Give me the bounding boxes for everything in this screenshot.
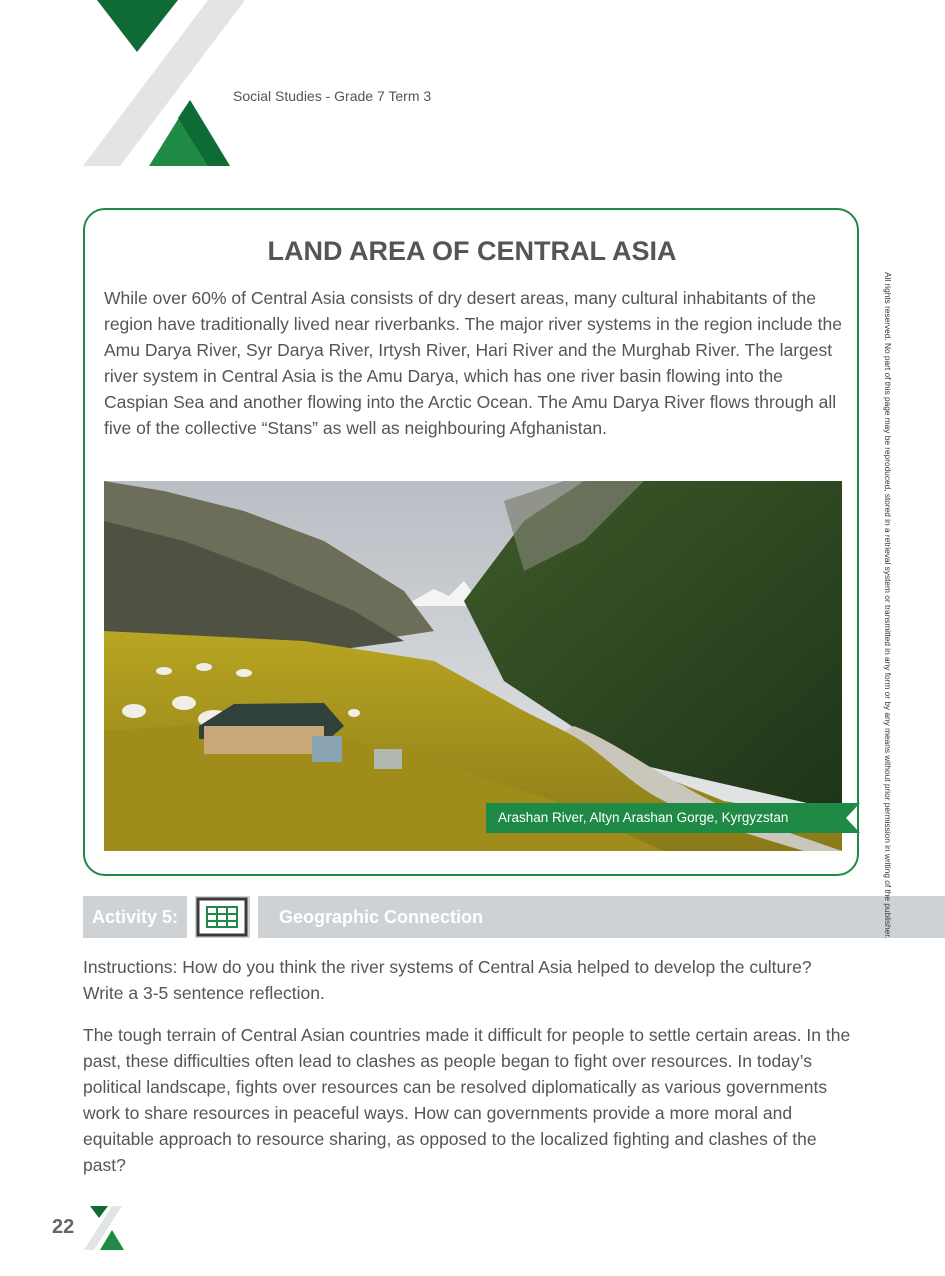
header-subtitle: Social Studies - Grade 7 Term 3 [233,88,432,104]
copyright-notice-text: All rights reserved. No part of this page may be reproduced, stored in a retrieval system or transmitted in any form or by any means without prior permission in writing of the publisher. [883,272,893,939]
body-paragraph: The tough terrain of Central Asian countries made it difficult for people to settle certain areas. In the past, these difficulties often lead to clashes as people began to fight over resources. In today’s political landscape, fights over resources can be resolved diplomatically as various governments work to share resources in peaceful ways. How can governments provide a more moral and equitable approach to resource sharing, as opposed to the localized fighting and clashes of the past? [83,1025,851,1175]
publisher-logo [80,0,250,170]
activity-heading: Geographic Connection [258,896,945,938]
section-text: While over 60% of Central Asia consists of dry desert areas, many cultural inhabitants of the region have traditionally lived near riverbanks. The major river systems in the region include the Amu Darya River, Syr Darya River, Irtysh River, Hari River and the Murghab River. The largest river system in Central Asia is the Amu Darya, which has one river basin flowing into the Caspian Sea and another flowing into the Arctic Ocean. The Amu Darya River flows through all five of the collective “Stans” as well as neighbouring Afghanistan. [104,288,842,438]
section-title: LAND AREA OF CENTRAL ASIA [267,236,677,266]
photo-caption: Arashan River, Altyn Arashan Gorge, Kyrgyzstan [498,810,789,825]
landscape-photo [104,481,842,851]
instructions-text: Instructions: How do you think the river systems of Central Asia helped to develop the culture? Write a 3-5 sentence reflection. [83,957,812,1003]
footer-logo [82,1206,126,1252]
activity-label: Activity 5: [83,896,187,938]
page-number: 22 [52,1216,75,1238]
copyright-notice [880,272,894,1012]
table-grid-icon [195,896,250,938]
activity-icon-box [195,896,250,938]
